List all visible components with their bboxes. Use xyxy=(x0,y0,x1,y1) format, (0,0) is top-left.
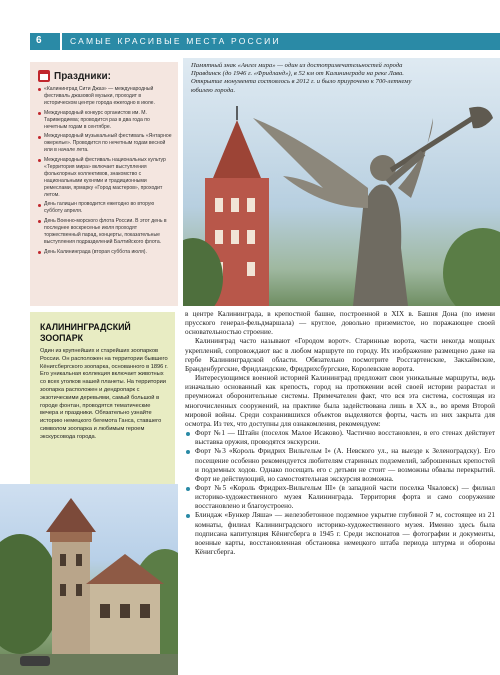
fort-item: Блиндаж «Бункер Ляша» — железобетонное подземное укрытие глубиной 7 м, состоящее из 21 комнаты, филиал Калининградского историко-художественного музея. Именно здесь была подписана капитуляция Кёнигсберга в 1945 г. Среди экспонатов — фотографии и документы, военные карты, восстановленная обстановка немецкого штаба периода штурма и обороны Кёнигсберга. xyxy=(185,511,495,557)
paragraph: Интересующимся военной историей Калининград предложит свои уникальные маршруты, ведь изначально основанный как крепость, город на протяжении всей своей истории разрастал и преумножал оборонительные системы. Примечателен факт, что вся эта система, состоящая из многочисленных сооружений, на практике была задействована лишь в XX в., во время Второй мировой войны. Среди сохранившихся объектов выделяются форты, часть из них закрыта для осмотра. Из тех, что доступны для ознакомления, рекомендуем: xyxy=(185,374,495,428)
holiday-item: День Военно-морского флота России. В этот день в последнее воскресенье июля проходят торжественный парад, концерты, показательные выступления подразделений Балтийского флота. xyxy=(38,218,172,246)
running-title: САМЫЕ КРАСИВЫЕ МЕСТА РОССИИ xyxy=(70,36,281,46)
holiday-item: «Калининград Сити Джаз» — международный фестиваль джазовой музыки, проходит в историческом центре города ежегодно в июле. xyxy=(38,86,172,107)
holiday-item: День галицын проводится ежегодно во вторую субботу апреля. xyxy=(38,201,172,215)
angel-of-peace-photo xyxy=(183,58,500,306)
holidays-title: Праздники: xyxy=(54,70,111,82)
paragraph: в центре Калининграда, в крепостной башне, построенной в XIX в. Башня Дона (по имени прусского генерал-фельдмаршала) — круглое, довольно приземистое, но поражающее своей основательностью строение. xyxy=(185,310,495,337)
water-tower-illustration xyxy=(0,484,178,675)
zoo-title: КАЛИНИНГРАДСКИЙ ЗООПАРК xyxy=(40,322,131,343)
holiday-item: Международный музыкальный фестиваль «Янтарное ожерелье». Проводится по нечетным годам весной или в начале лета. xyxy=(38,133,172,154)
holiday-item: Международный конкурс органистов им. М. Таривердиева; проводится раз в два года по нечетным годам в сентябре. xyxy=(38,110,172,131)
holidays-header xyxy=(38,70,172,82)
fort-item: Форт №5 «Король Фридрих-Вильгельм III» (в западной части поселка Чкаловск) — филиал историко-художественного музея Калининграда. Территория форта и само сооружение восстановлено и благоустроено. xyxy=(185,484,495,511)
zoo-text: Один из крупнейших и старейших зоопарков России. Он расположен на территории бывшего Кёнигсбергского зоопарка, основанного в 1896 г. Его уникальная коллекция включает животных со всех уголков нашей планеты. На территории зоопарка расположен и дендропарк с экзотическими деревьями, самый большой в городе фонтан, проводятся тематические вечера и праздники. Обязательно узнайте историю немецкого бегемота Ганса, ставшего символом зоопарка и любимым героем экскурсовода города. xyxy=(40,348,168,440)
zoo-box xyxy=(30,312,175,484)
angel-illustration xyxy=(183,58,500,306)
fort-item: Форт №3 «Король Фридрих Вильгельм I» (А. Невского ул., на выезде к Зеленоградску). Его посещение особенно рекомендуется любителям старинных подземелий, заброшенных крепостей и подземных ходов. Однако посещать его с детьми не стоит — возможны обвалы перекрытий. Форт не действующий, но самостоятельная экскурсия возможна. xyxy=(185,447,495,484)
holidays-list xyxy=(38,86,172,256)
calendar-icon xyxy=(38,70,50,82)
main-article xyxy=(185,310,495,557)
header-separator xyxy=(60,33,62,50)
paragraph: Калининград часто называют «Городом ворот». Старинные ворота, части некогда мощных укреплений, сопровождают вас в любом маршруте по городу. Их изображение размещено даже на гербе Калининградской области. Обязательно посмотрите Россгартенские, Закхаймские, Бранденбургские, Фридландские, Фридрихсбургские, Королевские ворота. xyxy=(185,337,495,373)
holidays-box xyxy=(30,62,178,306)
page-header xyxy=(0,0,500,50)
fort-item: Форт №1 — Штайн (поселок Малое Исаково). Частично восстановлен, в его стенах действует выставка оружия, проводятся экскурсии. xyxy=(185,429,495,447)
angel-caption: Памятный знак «Ангел мира» — один из достопримечательностей города Правдинск (до 1946 г. «Фридланд»), в 52 км от Калининграда на реке Лава. Открытие монумента состоялось в 2012 г. и было приурочено к 700-летнему юбилею города. xyxy=(191,62,412,94)
holiday-item: День Калининграда (вторая суббота июля). xyxy=(38,249,172,256)
forts-list xyxy=(185,429,495,557)
holiday-item: Международный фестиваль национальных культур «Территория мира» включает выступления фольклорных коллективов, знакомство с национальными кухнями и традиционными ремеслами, ярмарку «Город мастеров», проходит летом. xyxy=(38,157,172,199)
water-tower-photo xyxy=(0,484,178,675)
page-number: 6 xyxy=(36,35,42,46)
